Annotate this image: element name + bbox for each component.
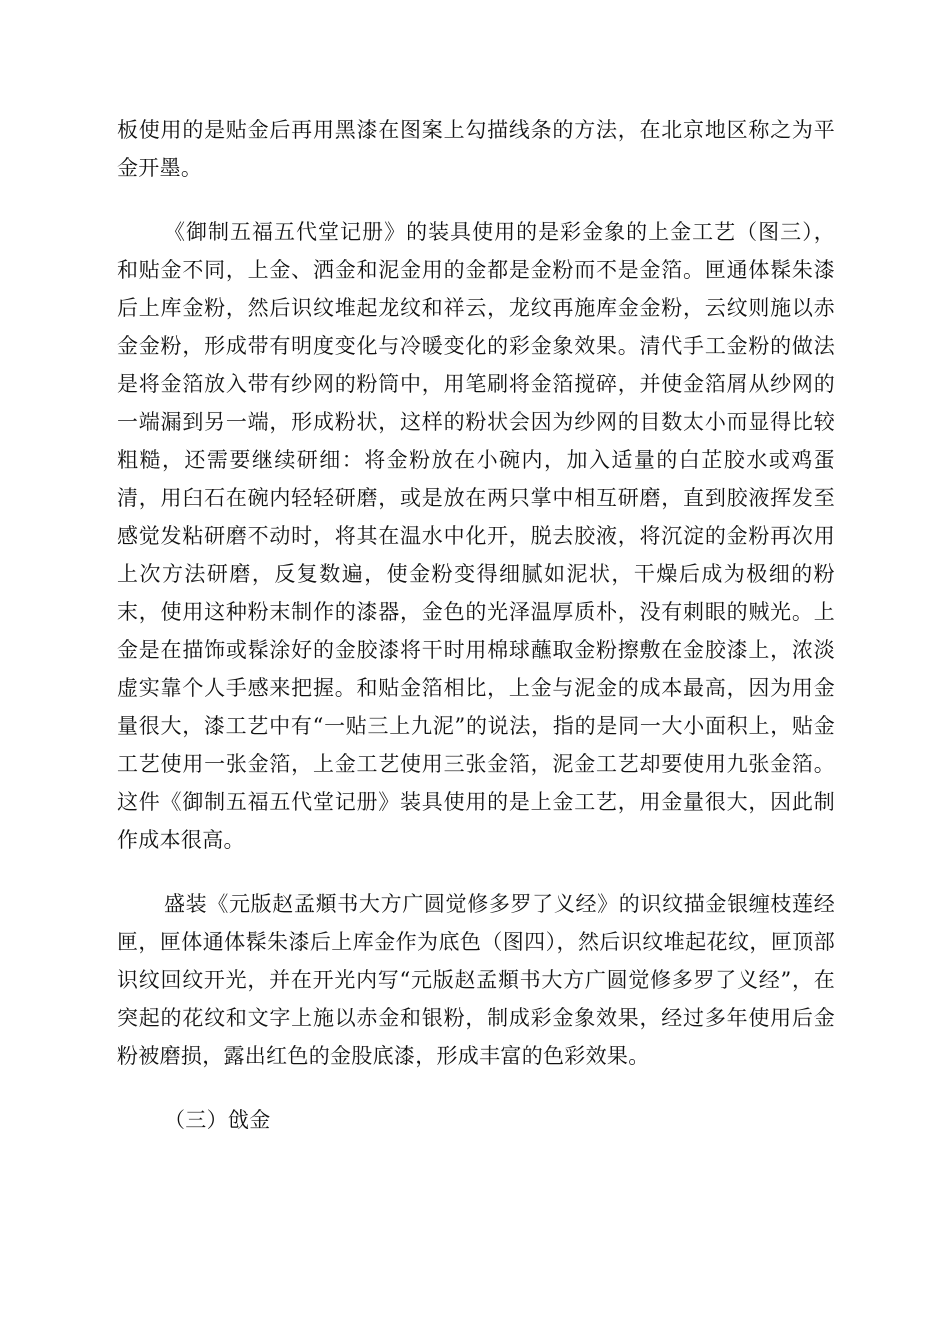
paragraph-wufu-casing: 《御制五福五代堂记册》的装具使用的是彩金象的上金工艺（图三），和贴金不同，上金、洒金和泥金用的金都是金粉而不是金箔。匣通体髹朱漆后上库金粉，然后识纹堆起龙纹和祥云，龙纹再施库金金粉，云纹则施以赤金金粉，形成带有明度变化与冷暖变化的彩金象效果。清代手工金粉的做法是将金箔放入带有纱网的粉筒中，用笔刷将金箔搅碎，并使金箔屑从纱网的一端漏到另一端，形成粉状，这样的粉状会因为纱网的目数太小而显得比较粗糙，还需要继续研细：将金粉放在小碗内，加入适量的白芷胶水或鸡蛋清，用臼石在碗内轻轻研磨，或是放在两只掌中相互研磨，直到胶液挥发至感觉发粘研磨不动时，将其在温水中化开，脱去胶液，将沉淀的金粉再次用上次方法研磨，反复数遍，使金粉变得细腻如泥状，干燥后成为极细的粉末，使用这种粉末制作的漆器，金色的光泽温厚质朴，没有刺眼的贼光。上金是在描饰或髹涂好的金胶漆将干时用棉球蘸取金粉擦敷在金胶漆上，浓淡虚实靠个人手感来把握。和贴金箔相比，上金与泥金的成本最高，因为用金量很大，漆工艺中有“一贴三上九泥”的说法，指的是同一大小面积上，贴金工艺使用一张金箔，上金工艺使用三张金箔，泥金工艺却要使用九张金箔。这件《御制五福五代堂记册》装具使用的是上金工艺，用金量很大，因此制作成本很高。 (117, 220, 835, 852)
paragraph-continuation: 板使用的是贴金后再用黑漆在图案上勾描线条的方法，在北京地区称之为平金开墨。 (117, 118, 835, 180)
paragraph-sutra-box: 盛装《元版赵孟頫书大方广圆觉修多罗了义经》的识纹描金银缠枝莲经匣，匣体通体髹朱漆后上库金作为底色（图四），然后识纹堆起花纹，匣顶部识纹回纹开光，并在开光内写“元版赵孟頫书大方广圆觉修多罗了义经”，在突起的花纹和文字上施以赤金和银粉，制成彩金象效果，经过多年使用后金粉被磨损，露出红色的金股底漆，形成丰富的色彩效果。 (117, 892, 835, 1068)
section-heading: （三）戗金 (164, 1108, 271, 1132)
document-page (117, 111, 835, 1139)
